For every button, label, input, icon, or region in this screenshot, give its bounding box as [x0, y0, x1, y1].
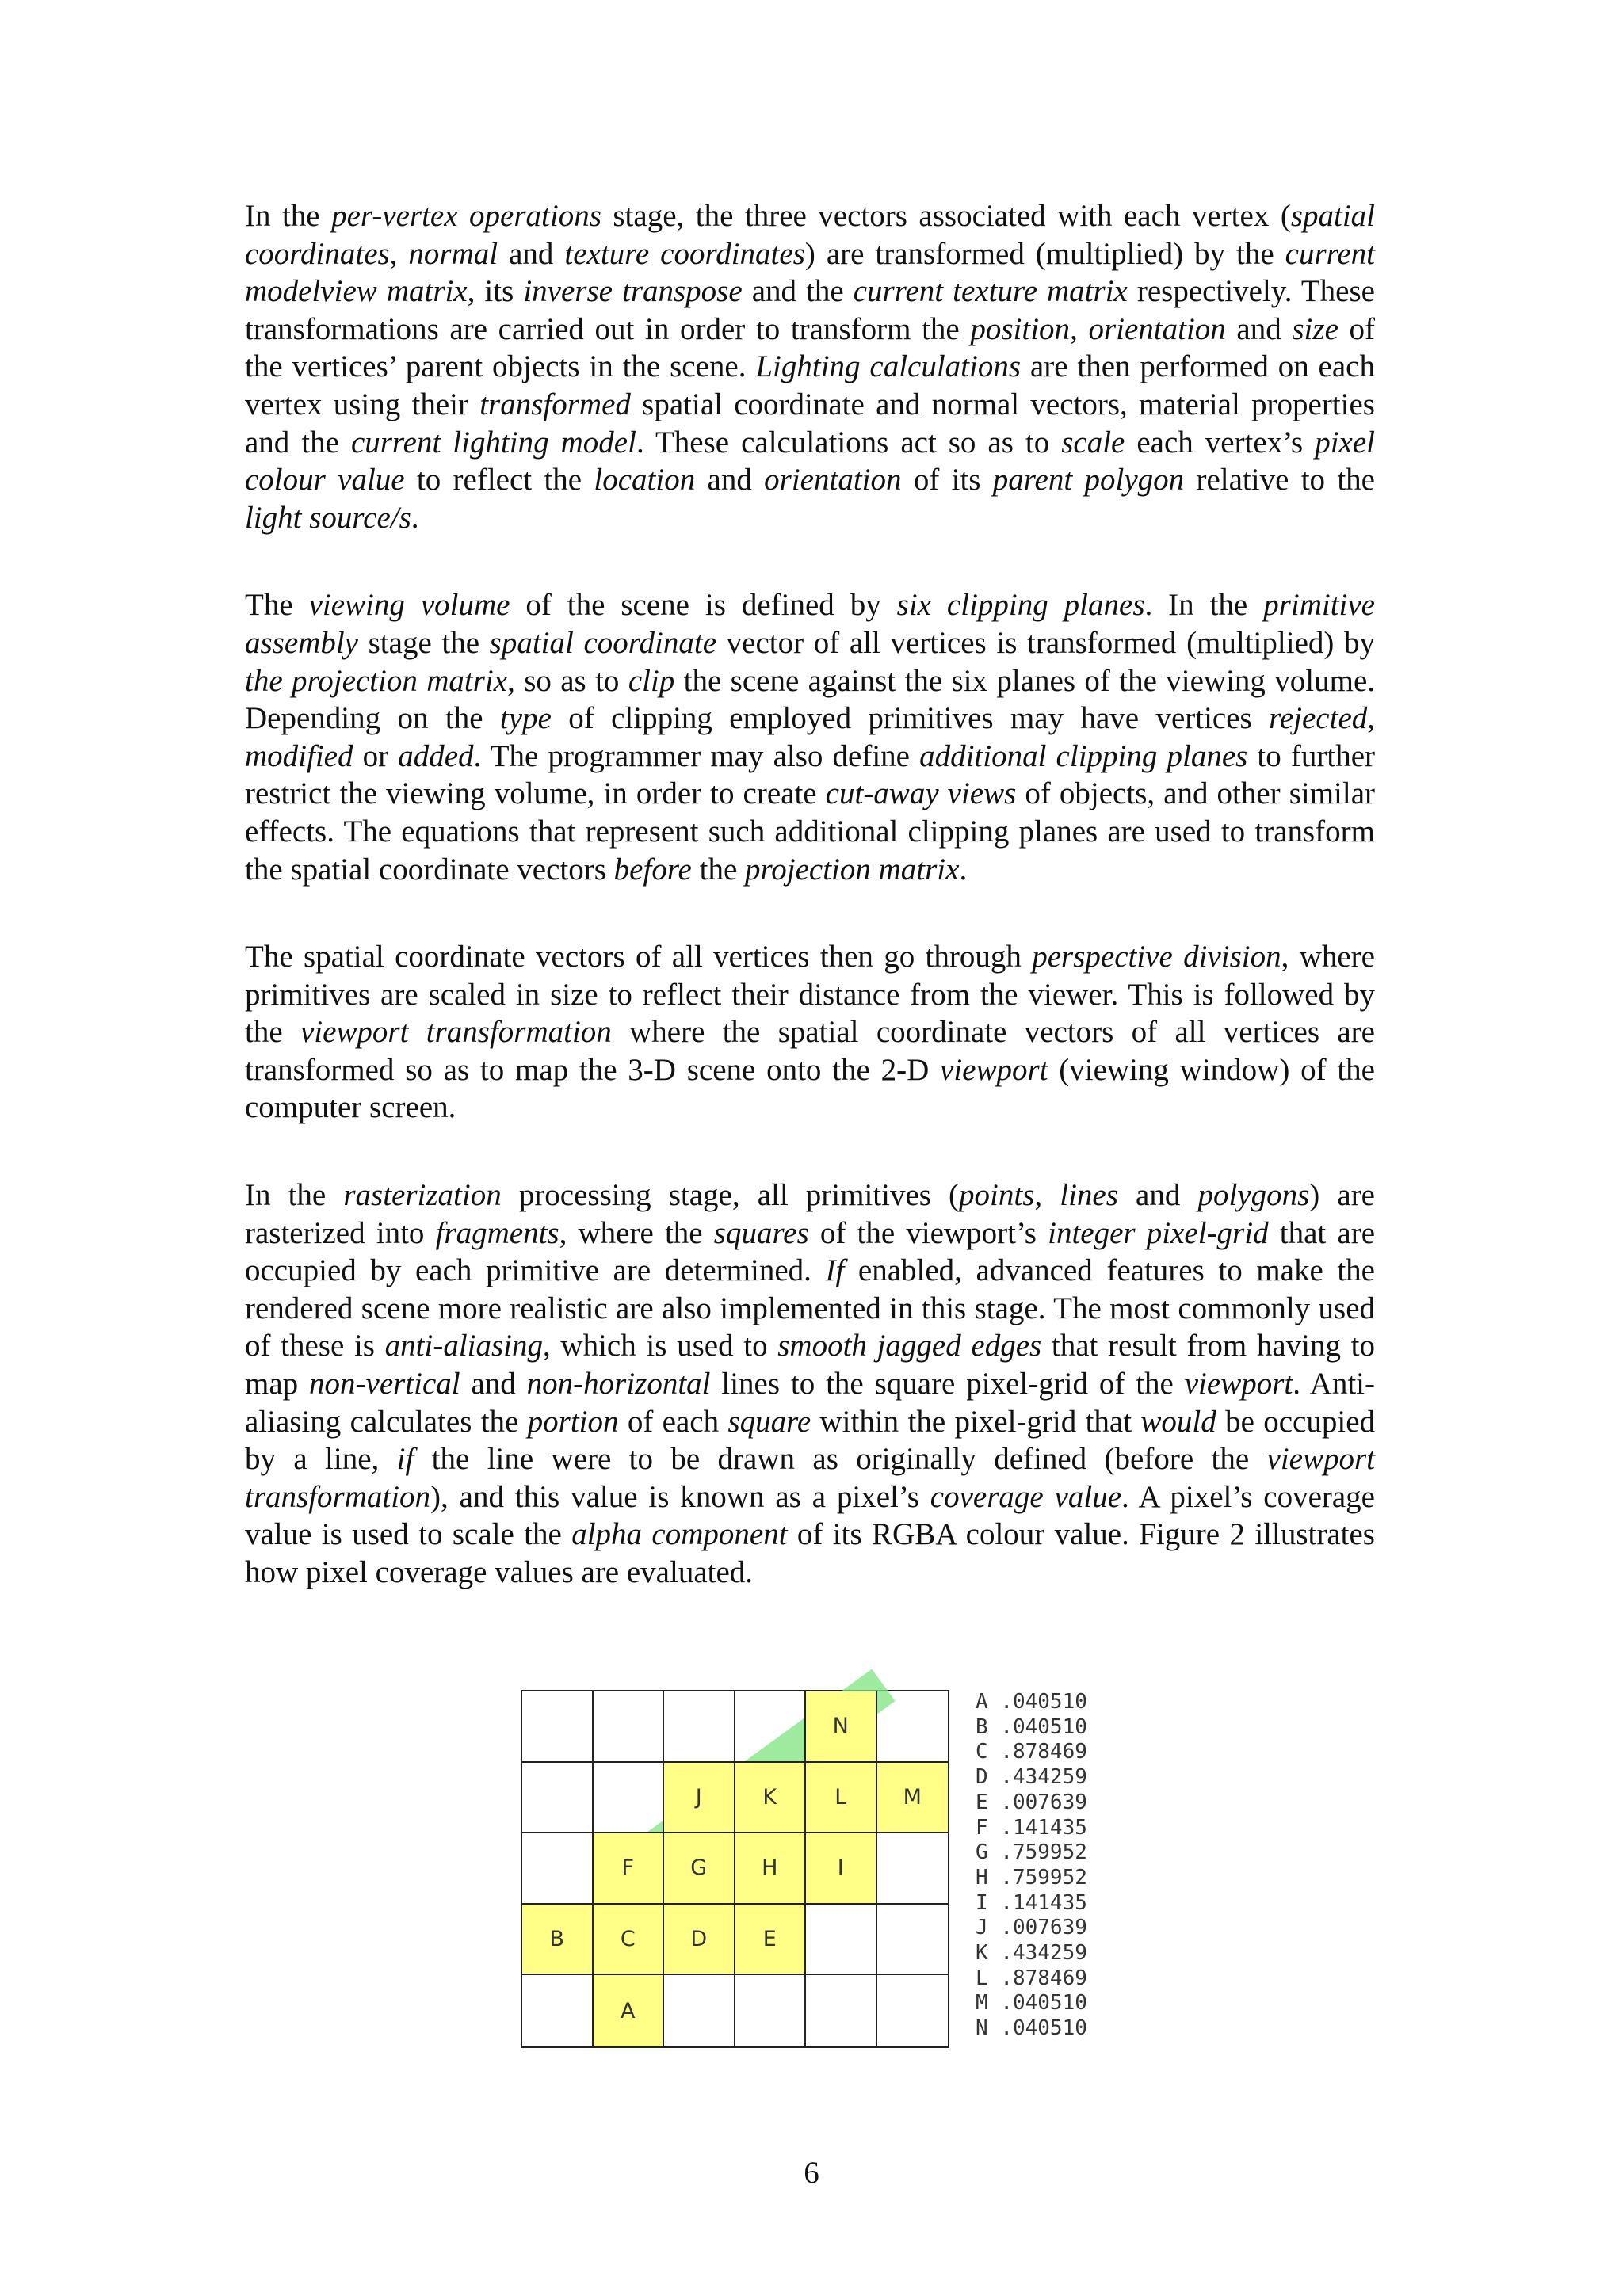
pixel-cell-empty — [522, 1975, 594, 2046]
coverage-label: A — [976, 1690, 1001, 1714]
italic-term: portion — [527, 1404, 619, 1439]
pixel-cell-empty — [877, 1691, 949, 1763]
text-run: ), and this value is known as a pixel’s — [430, 1479, 930, 1514]
text-run: spatial coordinate and normal vectors, material properties and the — [245, 387, 1375, 460]
coverage-row — [976, 1715, 1087, 1741]
italic-term: would — [1140, 1404, 1216, 1439]
pixel-cell-d: D — [664, 1905, 735, 1976]
coverage-row — [976, 1866, 1087, 1891]
text-run: the line were to be drawn as originally defined (before the — [414, 1442, 1267, 1477]
text-run: , which is used to — [543, 1329, 778, 1363]
pixel-cell-b: B — [522, 1905, 594, 1976]
italic-term: six clipping planes — [896, 588, 1145, 623]
text-run: , its — [467, 274, 524, 309]
pixel-cell-empty — [735, 1975, 807, 2046]
pixel-cell-h: H — [735, 1833, 807, 1905]
text-run: each vertex’s — [1125, 425, 1316, 460]
paragraph-perspective-division — [245, 938, 1375, 1127]
coverage-value: .040510 — [1000, 2016, 1087, 2041]
italic-term: cut-away views — [825, 776, 1017, 811]
text-run: and — [695, 463, 765, 498]
text-run: ) are rasterized into — [245, 1178, 1375, 1250]
text-run: enabled, advanced features to make the rendered scene more realistic are also implemented in this stage. The most commonly used of these is — [245, 1253, 1375, 1363]
pixel-cell-empty — [522, 1833, 594, 1905]
pixel-cell-empty — [877, 1833, 949, 1905]
text-run: that are occupied by each primitive are determined. — [245, 1215, 1376, 1288]
pixel-cell-n: N — [806, 1691, 877, 1763]
italic-term: non-vertical — [309, 1367, 460, 1402]
text-run: or — [353, 738, 399, 773]
italic-term: modified — [245, 738, 353, 773]
italic-term: orientation — [764, 463, 902, 498]
italic-term: parent polygon — [992, 463, 1185, 498]
coverage-row — [976, 1941, 1087, 1966]
body-text — [245, 197, 1375, 1642]
text-run: , — [1367, 701, 1376, 736]
coverage-value: .878469 — [1000, 1740, 1087, 1764]
pixel-cell-empty — [664, 1691, 735, 1763]
italic-term: integer pixel-grid — [1048, 1215, 1269, 1250]
italic-term: square — [727, 1404, 812, 1439]
coverage-value: .141435 — [1000, 1815, 1087, 1840]
text-run: In the — [245, 199, 332, 233]
coverage-value: .040510 — [1000, 1714, 1087, 1739]
text-run: . A pixel’s coverage value is used to scale the — [245, 1479, 1375, 1552]
pixel-cell-empty — [735, 1691, 807, 1763]
coverage-value: .007639 — [1000, 1916, 1087, 1940]
italic-term: position — [970, 311, 1071, 346]
pixel-cell-empty — [522, 1763, 594, 1834]
coverage-value: .141435 — [1000, 1890, 1087, 1915]
pixel-cell-empty — [522, 1691, 594, 1763]
italic-term: texture coordinates — [564, 236, 805, 271]
paragraph-rasterization — [245, 1177, 1375, 1592]
italic-term: polygons — [1197, 1178, 1310, 1213]
coverage-value: .759952 — [1000, 1865, 1087, 1890]
pixel-cell-k: K — [735, 1763, 807, 1834]
text-run: be occupied by a line, — [245, 1404, 1376, 1477]
text-run: . The programmer may also define — [473, 738, 920, 773]
text-run: of the scene is defined by — [510, 588, 897, 623]
italic-term: fragments — [435, 1215, 559, 1250]
coverage-row — [976, 1916, 1087, 1941]
italic-term: viewport transformation — [300, 1015, 612, 1050]
text-run: of its RGBA colour value. Figure 2 illustrates how pixel coverage values are evaluated. — [245, 1517, 1375, 1589]
italic-term: anti-aliasing — [384, 1329, 543, 1363]
italic-term: alpha component — [571, 1517, 788, 1552]
text-run: In the — [245, 1178, 344, 1213]
text-run: that result from having to map — [245, 1329, 1375, 1402]
pixel-cell-empty — [594, 1763, 665, 1834]
italic-term: per-vertex operations — [331, 199, 601, 233]
coverage-row — [976, 1791, 1087, 1816]
pixel-cell-g: G — [664, 1833, 735, 1905]
coverage-label: G — [976, 1840, 1001, 1865]
coverage-label: D — [976, 1765, 1001, 1790]
paragraph-per-vertex — [245, 197, 1375, 536]
italic-term: non-horizontal — [526, 1367, 711, 1402]
text-run: , — [1070, 311, 1089, 346]
italic-term: additional clipping planes — [919, 738, 1248, 773]
coverage-label: I — [976, 1890, 1001, 1915]
text-run: . In the — [1144, 588, 1264, 623]
text-run: . — [959, 852, 968, 887]
coverage-label: M — [976, 1991, 1001, 2016]
italic-term: primitive assembly — [245, 588, 1375, 660]
pixel-cell-empty — [806, 1905, 877, 1976]
text-run: and the — [742, 274, 854, 309]
italic-term: size — [1292, 311, 1338, 346]
italic-term: smooth jagged edges — [777, 1329, 1042, 1363]
text-run: respectively. These transformations are carried out in order to transform the — [245, 274, 1375, 346]
text-run: of each — [618, 1404, 728, 1439]
coverage-label: E — [976, 1790, 1001, 1814]
coverage-row — [976, 1690, 1087, 1715]
pixel-grid — [521, 1690, 949, 2048]
italic-term: rasterization — [343, 1178, 502, 1213]
coverage-row — [976, 1740, 1087, 1765]
italic-term: scale — [1061, 425, 1125, 460]
text-run: , where the — [559, 1215, 714, 1250]
text-run: ) are transformed (multiplied) by the — [804, 236, 1285, 271]
coverage-row — [976, 1966, 1087, 1992]
coverage-label: N — [976, 2016, 1001, 2041]
text-run: . — [411, 500, 419, 535]
text-run: . These calculations act so as to — [636, 425, 1062, 460]
pixel-cell-i: I — [806, 1833, 877, 1905]
text-run: , where primitives are scaled in size to reflect their distance from the viewer. This is followed by the — [245, 940, 1375, 1050]
text-run: within the pixel-grid that — [811, 1404, 1141, 1439]
coverage-value-list — [976, 1690, 1087, 2042]
figure-pixel-coverage — [521, 1690, 1131, 2046]
text-run: the — [691, 852, 746, 887]
page-number: 6 — [804, 2156, 819, 2190]
italic-term: viewport — [1184, 1367, 1293, 1402]
coverage-label: L — [976, 1966, 1001, 1990]
text-run: of its — [901, 463, 993, 498]
italic-term: transformed — [479, 387, 631, 421]
coverage-row — [976, 1891, 1087, 1917]
italic-term: viewing volume — [308, 588, 510, 623]
coverage-value: .040510 — [1000, 1690, 1087, 1714]
coverage-value: .878469 — [1000, 1966, 1087, 1990]
coverage-value: .759952 — [1000, 1840, 1087, 1865]
pixel-cell-empty — [594, 1691, 665, 1763]
text-run: where the spatial coordinate vectors of all vertices are transformed so as to map the 3-D scene onto the 2-D — [245, 1015, 1375, 1087]
paragraph-primitive-assembly — [245, 586, 1375, 888]
pixel-cell-empty — [806, 1975, 877, 2046]
italic-term: viewport transformation — [245, 1442, 1375, 1514]
pixel-cell-j: J — [664, 1763, 735, 1834]
italic-term: rejected — [1269, 701, 1368, 736]
italic-term: lines — [1060, 1178, 1118, 1213]
text-run: and — [498, 236, 565, 271]
text-run: the scene against the six planes of the viewing volume. Depending on the — [245, 663, 1376, 736]
coverage-row — [976, 1991, 1087, 2016]
pixel-cell-empty — [877, 1975, 949, 2046]
text-run: The spatial coordinate vectors of all vertices then go through — [245, 940, 1033, 974]
italic-term: squares — [713, 1215, 809, 1250]
italic-term: the projection matrix — [245, 663, 508, 698]
pixel-cell-l: L — [806, 1763, 877, 1834]
text-run: to further restrict the viewing volume, in order to create — [245, 738, 1375, 811]
coverage-row — [976, 2016, 1087, 2042]
italic-term: location — [594, 463, 696, 498]
italic-term: If — [825, 1253, 845, 1288]
text-run: , — [1034, 1178, 1060, 1213]
italic-term: added — [398, 738, 474, 773]
pixel-cell-f: F — [594, 1833, 665, 1905]
coverage-label: F — [976, 1815, 1001, 1840]
italic-term: pixel colour value — [245, 425, 1375, 498]
italic-term: points — [959, 1178, 1035, 1213]
text-run: relative to the — [1184, 463, 1375, 498]
italic-term: projection matrix — [745, 852, 960, 887]
text-run: , so as to — [507, 663, 628, 698]
pixel-cell-a: A — [594, 1975, 665, 2046]
text-run: processing stage, all primitives ( — [501, 1178, 960, 1213]
italic-term: current modelview matrix — [245, 236, 1376, 309]
pixel-cell-empty — [877, 1905, 949, 1976]
italic-term: type — [499, 701, 552, 736]
italic-term: perspective division — [1032, 940, 1281, 974]
text-run: , — [389, 236, 409, 271]
coverage-label: H — [976, 1865, 1001, 1890]
pixel-cell-empty — [664, 1975, 735, 2046]
text-run: and — [1117, 1178, 1198, 1213]
text-run: (viewing window) of the computer screen. — [245, 1052, 1375, 1125]
coverage-value: .007639 — [1000, 1790, 1087, 1814]
italic-term: Lighting calculations — [755, 349, 1022, 384]
italic-term: light source/s — [245, 500, 411, 535]
text-run: are then performed on each vertex using their — [245, 349, 1375, 421]
italic-term: coverage value — [930, 1479, 1122, 1514]
coverage-value: .434259 — [1000, 1941, 1087, 1966]
italic-term: spatial coordinate — [489, 625, 717, 660]
text-run: of objects, and other similar effects. The equations that represent such additional clipping planes are used to transform the spatial coordinate vectors — [245, 776, 1376, 887]
coverage-row — [976, 1840, 1087, 1866]
italic-term: clip — [628, 663, 675, 698]
text-run: stage the — [357, 625, 490, 660]
text-run: . Anti-aliasing calculates the — [245, 1367, 1375, 1439]
pixel-cell-c: C — [594, 1905, 665, 1976]
coverage-label: J — [976, 1916, 1001, 1940]
text-run: stage, the three vectors associated with each vertex ( — [601, 199, 1291, 233]
coverage-label: C — [976, 1740, 1001, 1764]
coverage-value: .040510 — [1000, 1991, 1087, 2016]
text-run: of the viewport’s — [808, 1215, 1048, 1250]
coverage-label: K — [976, 1941, 1001, 1966]
text-run: and — [460, 1367, 527, 1402]
italic-term: inverse transpose — [523, 274, 743, 309]
coverage-label: B — [976, 1714, 1001, 1739]
text-run: vector of all vertices is transformed (multiplied) by — [716, 625, 1375, 660]
coverage-row — [976, 1816, 1087, 1841]
italic-term: viewport — [940, 1052, 1048, 1087]
italic-term: if — [396, 1442, 414, 1477]
italic-term: spatial coordinates — [245, 199, 1375, 271]
text-run: to reflect the — [404, 463, 594, 498]
coverage-row — [976, 1765, 1087, 1791]
coverage-value: .434259 — [1000, 1765, 1087, 1790]
italic-term: current texture matrix — [853, 274, 1128, 309]
text-run: The — [245, 588, 309, 623]
text-run: of clipping employed primitives may have vertices — [551, 701, 1270, 736]
italic-term: orientation — [1088, 311, 1226, 346]
text-run: and — [1225, 311, 1293, 346]
pixel-cell-e: E — [735, 1905, 807, 1976]
italic-term: current lighting model — [350, 425, 636, 460]
italic-term: before — [613, 852, 692, 887]
text-run: of the vertices’ parent objects in the scene. — [245, 311, 1375, 384]
pixel-cell-m: M — [877, 1763, 949, 1834]
text-run: lines to the square pixel-grid of the — [710, 1367, 1185, 1402]
italic-term: normal — [408, 236, 498, 271]
